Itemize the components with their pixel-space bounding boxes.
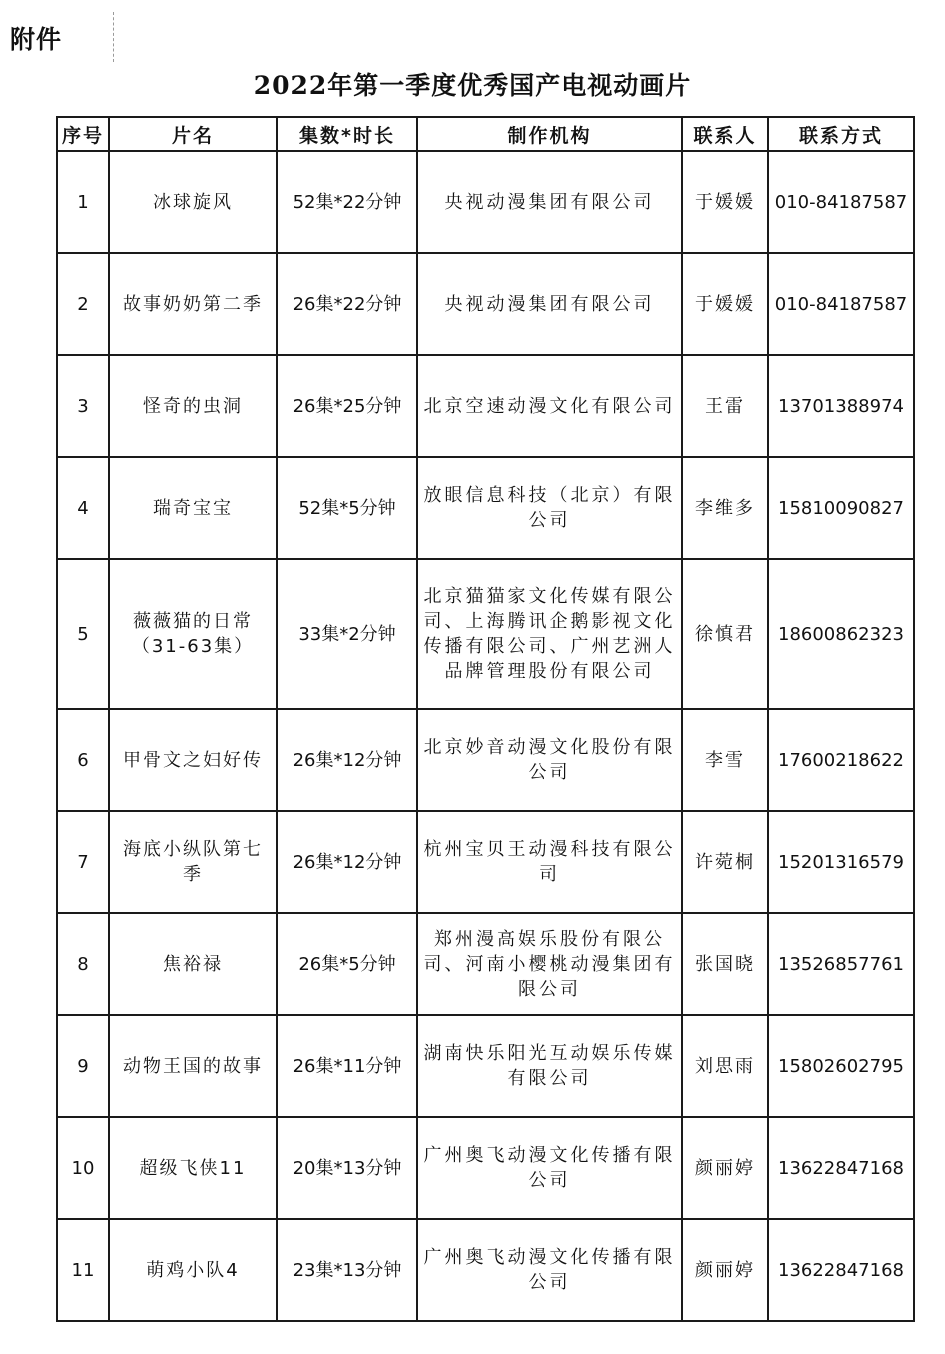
cell-episodes: 23集*13分钟	[277, 1219, 417, 1321]
cell-no: 3	[57, 355, 109, 457]
cell-org: 北京空速动漫文化有限公司	[417, 355, 682, 457]
cell-org: 放眼信息科技（北京）有限公司	[417, 457, 682, 559]
cell-contact: 王雷	[682, 355, 768, 457]
column-header-name: 片名	[109, 117, 277, 151]
cell-contact: 许菀桐	[682, 811, 768, 913]
cell-phone: 15201316579	[768, 811, 914, 913]
cell-no: 1	[57, 151, 109, 253]
cell-name: 海底小纵队第七季	[109, 811, 277, 913]
cell-contact: 颜丽婷	[682, 1117, 768, 1219]
table-row	[57, 457, 914, 559]
cell-episodes: 26集*22分钟	[277, 253, 417, 355]
cell-no: 6	[57, 709, 109, 811]
cell-episodes: 26集*12分钟	[277, 709, 417, 811]
cell-name: 怪奇的虫洞	[109, 355, 277, 457]
cell-contact: 于媛媛	[682, 253, 768, 355]
cell-name: 故事奶奶第二季	[109, 253, 277, 355]
attachment-label: 附件	[10, 25, 63, 54]
table-row	[57, 913, 914, 1015]
cell-episodes: 26集*12分钟	[277, 811, 417, 913]
cell-episodes: 33集*2分钟	[277, 559, 417, 709]
table-row	[57, 253, 914, 355]
cell-org: 北京妙音动漫文化股份有限公司	[417, 709, 682, 811]
column-header-org: 制作机构	[417, 117, 682, 151]
column-header-episodes: 集数*时长	[277, 117, 417, 151]
cell-contact: 刘思雨	[682, 1015, 768, 1117]
cell-episodes: 20集*13分钟	[277, 1117, 417, 1219]
cell-phone: 18600862323	[768, 559, 914, 709]
cell-no: 2	[57, 253, 109, 355]
cell-episodes: 52集*5分钟	[277, 457, 417, 559]
cell-name: 冰球旋风	[109, 151, 277, 253]
cell-contact: 李雪	[682, 709, 768, 811]
table-row	[57, 151, 914, 253]
cell-phone: 15810090827	[768, 457, 914, 559]
cell-name: 动物王国的故事	[109, 1015, 277, 1117]
cell-name: 焦裕禄	[109, 913, 277, 1015]
column-header-no: 序号	[57, 117, 109, 151]
cell-contact: 李维多	[682, 457, 768, 559]
table-row	[57, 1219, 914, 1321]
cell-phone: 13701388974	[768, 355, 914, 457]
cell-org: 北京猫猫家文化传媒有限公司、上海腾讯企鹅影视文化传播有限公司、广州艺洲人品牌管理股份有限公司	[417, 559, 682, 709]
cell-no: 10	[57, 1117, 109, 1219]
cell-no: 9	[57, 1015, 109, 1117]
table-row	[57, 355, 914, 457]
cell-contact: 张国晓	[682, 913, 768, 1015]
column-header-contact: 联系人	[682, 117, 768, 151]
cell-name: 瑞奇宝宝	[109, 457, 277, 559]
cell-org: 郑州漫高娱乐股份有限公司、河南小樱桃动漫集团有限公司	[417, 913, 682, 1015]
table-header-row	[57, 117, 914, 151]
cell-org: 央视动漫集团有限公司	[417, 253, 682, 355]
cell-name: 超级飞侠11	[109, 1117, 277, 1219]
cell-name: 甲骨文之妇好传	[109, 709, 277, 811]
cell-no: 5	[57, 559, 109, 709]
cell-phone: 010-84187587	[768, 151, 914, 253]
cell-phone: 13622847168	[768, 1219, 914, 1321]
cell-no: 7	[57, 811, 109, 913]
cell-phone: 13526857761	[768, 913, 914, 1015]
column-header-phone: 联系方式	[768, 117, 914, 151]
cell-org: 央视动漫集团有限公司	[417, 151, 682, 253]
cell-phone: 17600218622	[768, 709, 914, 811]
cell-no: 4	[57, 457, 109, 559]
cell-phone: 15802602795	[768, 1015, 914, 1117]
cell-name: 萌鸡小队4	[109, 1219, 277, 1321]
table-row	[57, 559, 914, 709]
table-row	[57, 709, 914, 811]
table-row	[57, 1015, 914, 1117]
cell-episodes: 52集*22分钟	[277, 151, 417, 253]
document-title: 2022年第一季度优秀国产电视动画片	[253, 71, 692, 100]
cell-org: 广州奥飞动漫文化传播有限公司	[417, 1117, 682, 1219]
cell-episodes: 26集*25分钟	[277, 355, 417, 457]
cell-contact: 徐慎君	[682, 559, 768, 709]
cell-phone: 13622847168	[768, 1117, 914, 1219]
cell-no: 8	[57, 913, 109, 1015]
cell-name: 薇薇猫的日常（31-63集）	[109, 559, 277, 709]
cell-no: 11	[57, 1219, 109, 1321]
cell-org: 广州奥飞动漫文化传播有限公司	[417, 1219, 682, 1321]
scan-fold-mark	[113, 12, 114, 62]
cell-org: 湖南快乐阳光互动娱乐传媒有限公司	[417, 1015, 682, 1117]
table-row	[57, 811, 914, 913]
cell-org: 杭州宝贝王动漫科技有限公司	[417, 811, 682, 913]
animation-list-table	[56, 116, 915, 1322]
cell-contact: 于媛媛	[682, 151, 768, 253]
table-row	[57, 1117, 914, 1219]
cell-contact: 颜丽婷	[682, 1219, 768, 1321]
cell-episodes: 26集*11分钟	[277, 1015, 417, 1117]
cell-episodes: 26集*5分钟	[277, 913, 417, 1015]
cell-phone: 010-84187587	[768, 253, 914, 355]
